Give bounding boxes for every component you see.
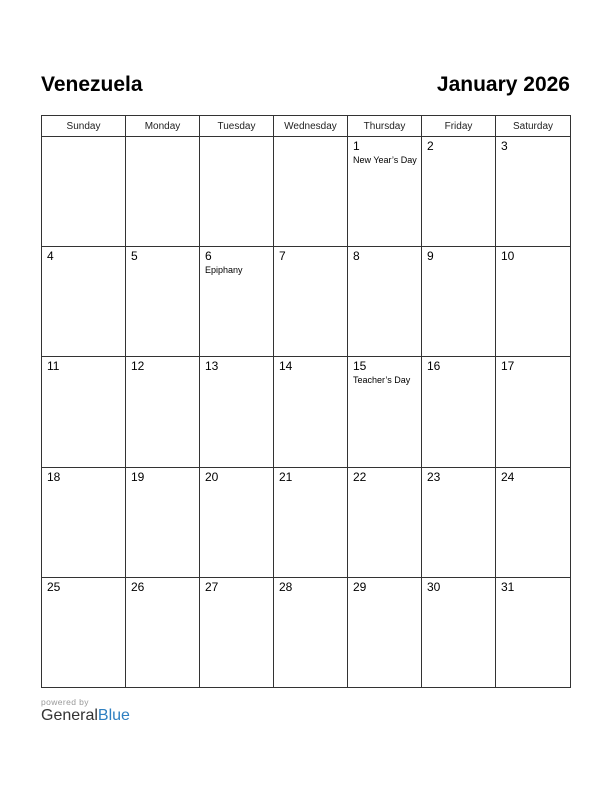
week-row bbox=[42, 137, 571, 247]
week-row bbox=[42, 357, 571, 467]
day-cell bbox=[126, 577, 200, 687]
weekday-tuesday: Tuesday bbox=[200, 116, 274, 137]
day-cell bbox=[200, 247, 274, 357]
day-number bbox=[200, 137, 273, 139]
holiday-label: Epiphany bbox=[205, 265, 243, 276]
powered-by-text: powered by bbox=[41, 697, 89, 707]
month-year-title: January 2026 bbox=[436, 73, 570, 96]
day-cell bbox=[348, 467, 422, 577]
holiday-label: Teacher’s Day bbox=[353, 375, 411, 386]
calendar-header bbox=[41, 70, 570, 100]
day-number: 13 bbox=[205, 359, 219, 374]
day-cell bbox=[42, 357, 126, 467]
day-number bbox=[42, 137, 125, 139]
day-number: 1 bbox=[353, 139, 360, 153]
day-number: 30 bbox=[427, 579, 441, 594]
day-cell bbox=[126, 467, 200, 577]
weekday-saturday: Saturday bbox=[496, 116, 571, 137]
day-cell bbox=[42, 247, 126, 357]
day-number: 19 bbox=[131, 469, 145, 484]
day-cell bbox=[422, 577, 496, 687]
day-cell bbox=[200, 467, 274, 577]
day-number: 20 bbox=[205, 469, 219, 484]
day-cell bbox=[274, 247, 348, 357]
day-number: 29 bbox=[353, 579, 367, 594]
day-number: 15 bbox=[353, 359, 367, 374]
day-cell bbox=[126, 357, 200, 467]
weekday-wednesday: Wednesday bbox=[274, 116, 348, 137]
day-cell bbox=[496, 247, 571, 357]
day-number: 8 bbox=[353, 249, 360, 264]
weekday-sunday: Sunday bbox=[42, 116, 126, 137]
day-cell bbox=[200, 357, 274, 467]
brand-logo[interactable] bbox=[41, 707, 130, 725]
day-cell bbox=[496, 577, 571, 687]
day-cell bbox=[348, 247, 422, 357]
day-number: 31 bbox=[501, 579, 515, 594]
day-number: 10 bbox=[501, 249, 515, 264]
week-row bbox=[42, 467, 571, 577]
country-title: Venezuela bbox=[41, 73, 143, 96]
day-number: 3 bbox=[501, 139, 508, 153]
brand-blue-text: Blue bbox=[97, 707, 130, 724]
day-number bbox=[274, 137, 347, 139]
day-cell bbox=[42, 577, 126, 687]
day-cell bbox=[200, 137, 274, 247]
day-number: 12 bbox=[131, 359, 145, 374]
day-number: 18 bbox=[47, 469, 61, 484]
day-number: 17 bbox=[501, 359, 515, 374]
day-cell bbox=[42, 137, 126, 247]
day-cell bbox=[496, 137, 571, 247]
day-number: 26 bbox=[131, 579, 145, 594]
day-number: 9 bbox=[427, 249, 434, 264]
weekday-friday: Friday bbox=[422, 116, 496, 137]
week-row bbox=[42, 577, 571, 687]
day-cell bbox=[348, 137, 422, 247]
day-cell bbox=[422, 137, 496, 247]
weekday-thursday: Thursday bbox=[348, 116, 422, 137]
day-number bbox=[126, 137, 199, 139]
holiday-label: New Year’s Day bbox=[353, 155, 417, 165]
calendar-grid bbox=[41, 115, 571, 688]
day-number: 23 bbox=[427, 469, 441, 484]
day-number: 21 bbox=[279, 469, 293, 484]
weekday-monday: Monday bbox=[126, 116, 200, 137]
day-cell bbox=[496, 357, 571, 467]
day-number: 22 bbox=[353, 469, 367, 484]
day-cell bbox=[274, 577, 348, 687]
day-cell bbox=[126, 137, 200, 247]
day-number: 11 bbox=[47, 359, 60, 374]
footer-branding bbox=[41, 697, 130, 725]
day-cell bbox=[348, 357, 422, 467]
week-row bbox=[42, 247, 571, 357]
day-cell bbox=[200, 577, 274, 687]
day-number: 7 bbox=[279, 249, 286, 264]
day-cell bbox=[496, 467, 571, 577]
day-cell bbox=[274, 357, 348, 467]
day-cell bbox=[422, 467, 496, 577]
day-number: 6 bbox=[205, 249, 212, 264]
day-cell bbox=[274, 137, 348, 247]
day-number: 28 bbox=[279, 579, 293, 594]
day-number: 16 bbox=[427, 359, 441, 374]
day-number: 2 bbox=[427, 139, 434, 153]
day-cell bbox=[274, 467, 348, 577]
day-number: 4 bbox=[47, 249, 54, 264]
day-number: 27 bbox=[205, 579, 219, 594]
day-number: 5 bbox=[131, 249, 138, 264]
day-number: 25 bbox=[47, 579, 61, 594]
day-cell bbox=[126, 247, 200, 357]
day-number: 14 bbox=[279, 359, 293, 374]
day-number: 24 bbox=[501, 469, 515, 484]
day-cell bbox=[348, 577, 422, 687]
weekday-header-row bbox=[42, 116, 571, 137]
day-cell bbox=[422, 357, 496, 467]
day-cell bbox=[422, 247, 496, 357]
day-cell bbox=[42, 467, 126, 577]
brand-general-text: General bbox=[41, 707, 98, 724]
